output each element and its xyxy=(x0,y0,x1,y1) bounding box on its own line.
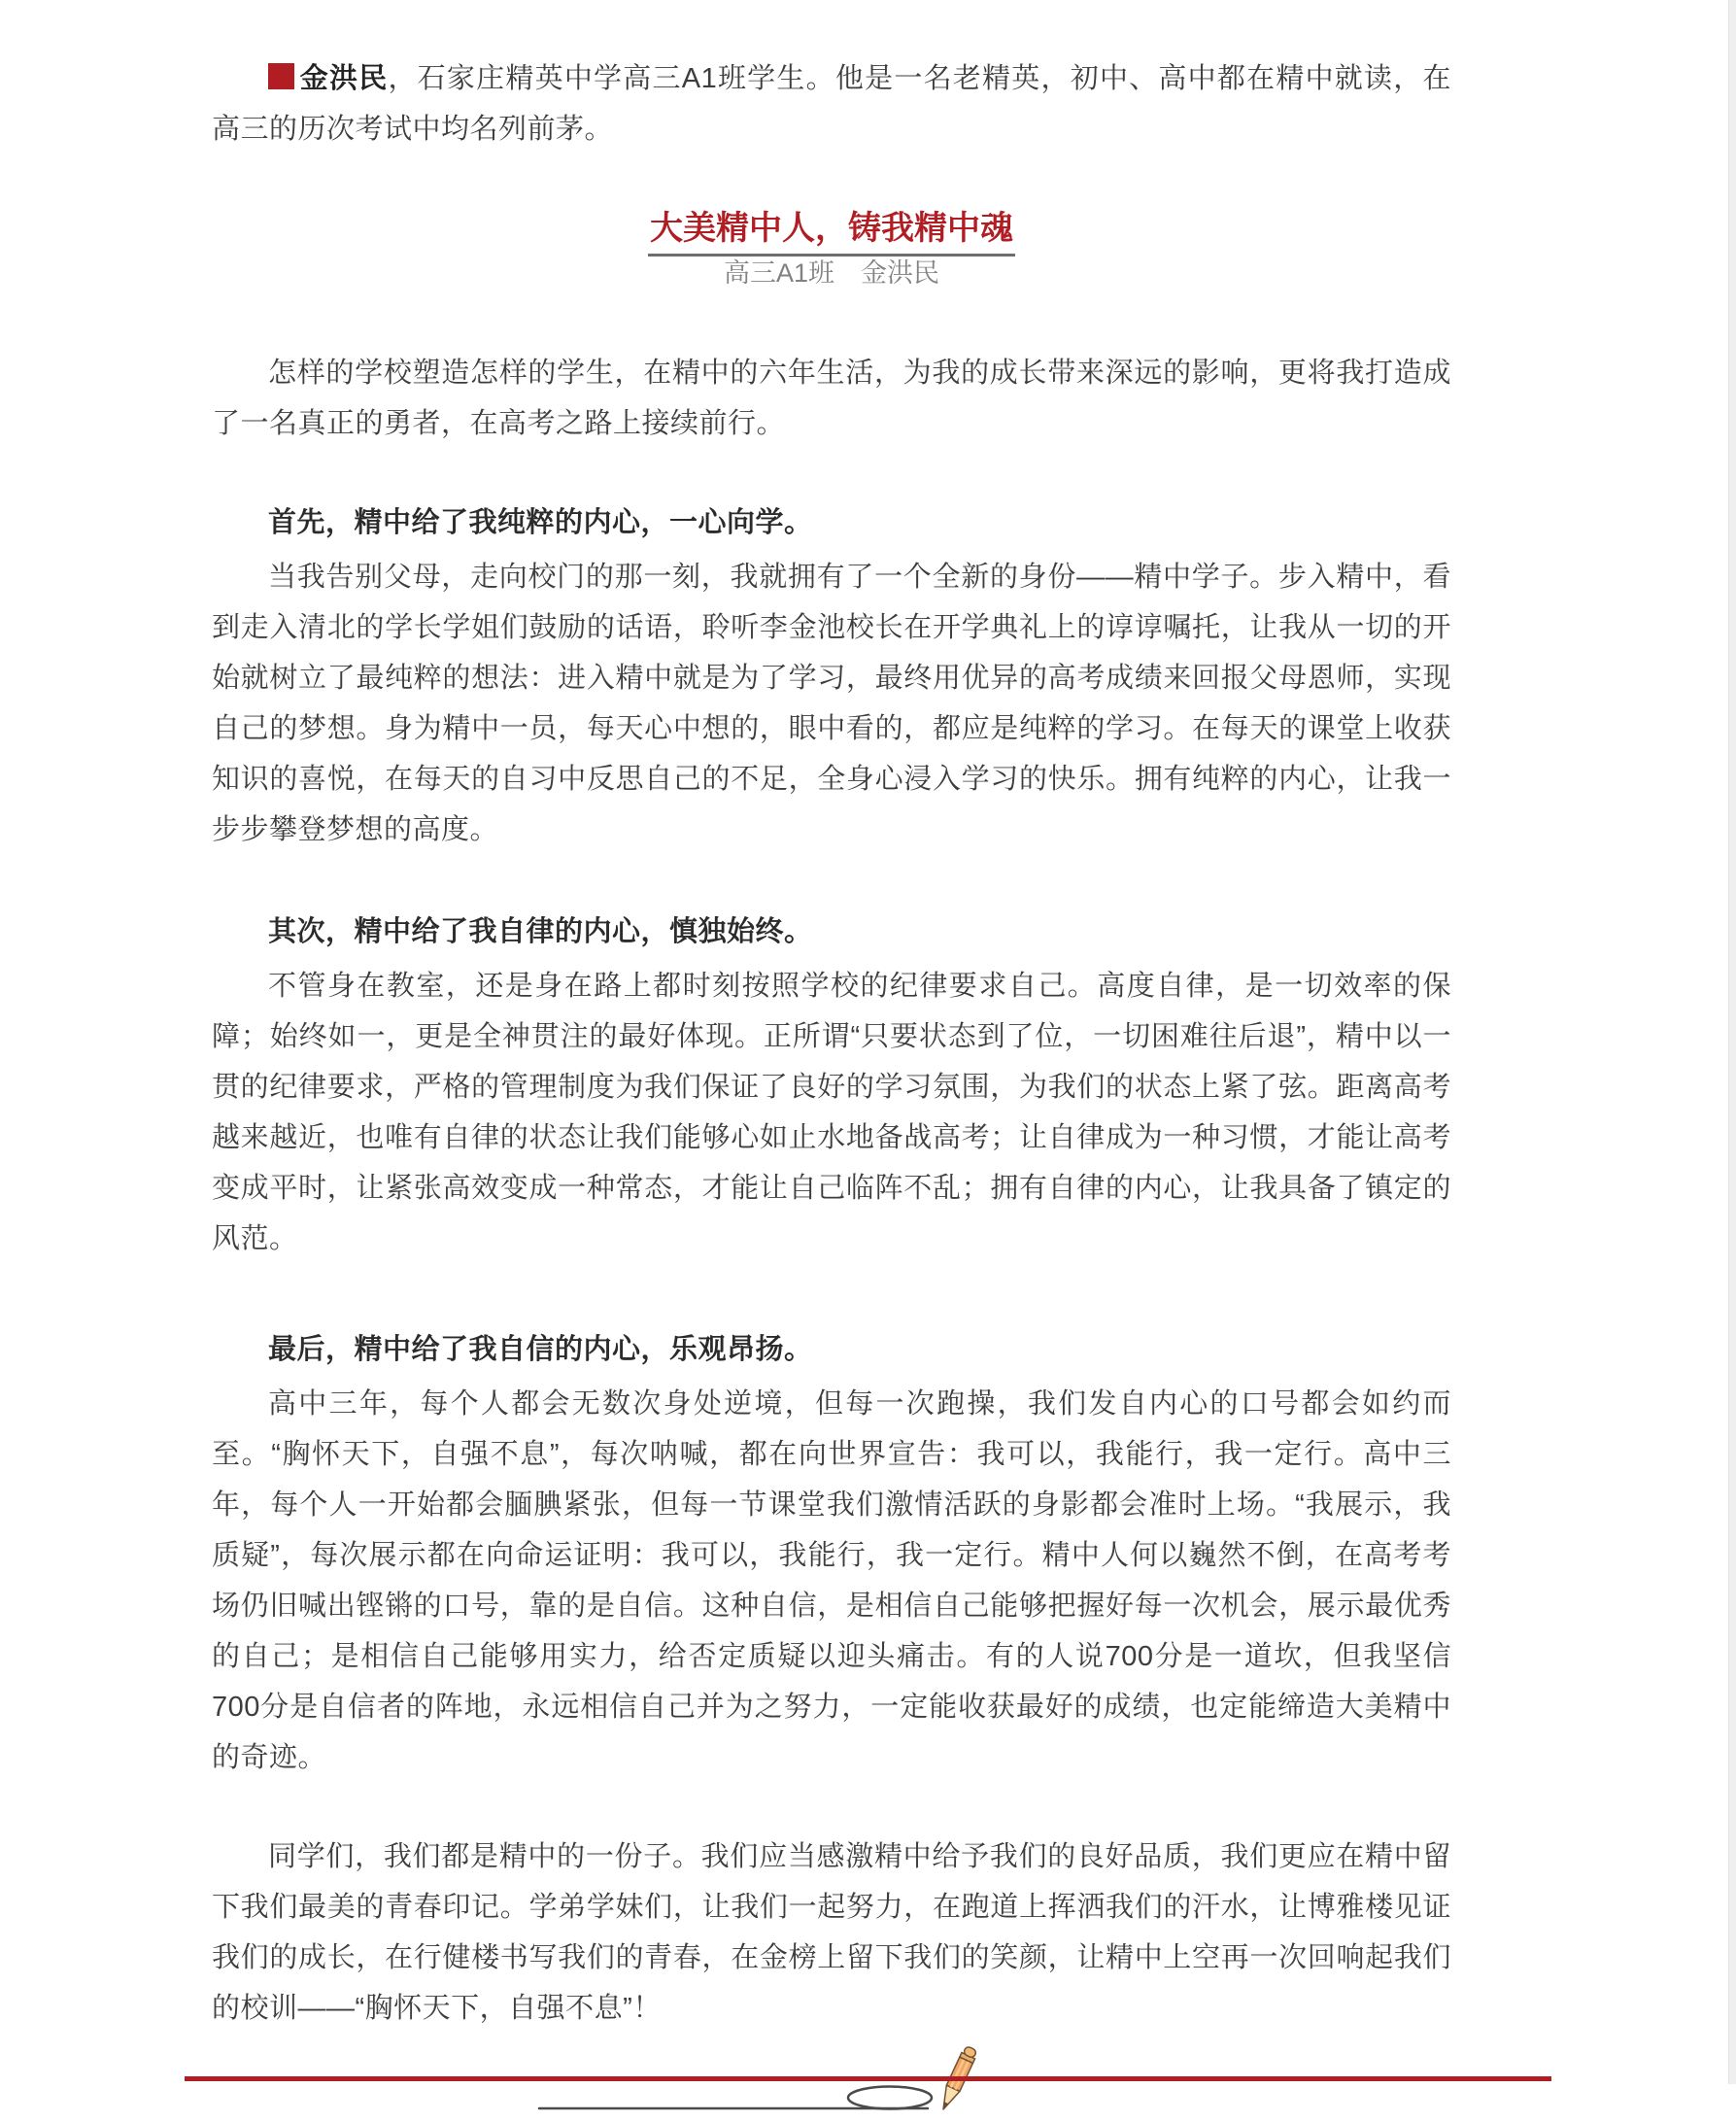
lead-paragraph: 怎样的学校塑造怎样的学生，在精中的六年生活，为我的成长带来深远的影响，更将我打造成了一名真正的勇者，在高考之路上接续前行。 xyxy=(212,358,1451,439)
section-paragraph: 不管身在教室，还是身在路上都时刻按照学校的纪律要求自己。高度自律，是一切效率的保障；始终如一，更是全神贯注的最好体现。正所谓“只要状态到了位，一切困难往后退”，精中以一贯的纪律要求，严格的管理制度为我们保证了良好的学习氛围，为我们的状态上紧了弦。距离高考越来越近，也唯有自律的状态让我们能够心如止水地备战高考；让自律成为一种习惯，才能让高考变成平时，让紧张高效变成一种常态，才能让自己临阵不乱；拥有自律的内心，让我具备了镇定的风范。 xyxy=(212,971,1451,1254)
section-confidence xyxy=(212,1324,1451,1783)
section-heading: 其次，精中给了我自律的内心，慎独始终。 xyxy=(268,916,813,947)
article-title: 大美精中人，铸我精中魂 xyxy=(648,209,1015,257)
article-body xyxy=(212,0,1451,2117)
section-paragraph: 当我告别父母，走向校门的那一刻，我就拥有了一个全新的身份——精中学子。步入精中，看到走入清北的学长学姐们鼓励的话语，聆听李金池校长在开学典礼上的谆谆嘱托，让我从一切的开始就树立了最纯粹的想法：进入精中就是为了学习，最终用优异的高考成绩来回报父母恩师，实现自己的梦想。身为精中一员，每天心中想的，眼中看的，都应是纯粹的学习。在每天的课堂上收获知识的喜悦，在每天的自习中反思自己的不足，全身心浸入学习的快乐。拥有纯粹的内心，让我一步步攀登梦想的高度。 xyxy=(212,562,1451,845)
section-paragraph: 高中三年，每个人都会无数次身处逆境，但每一次跑操，我们发自内心的口号都会如约而至。“胸怀天下，自强不息”，每次呐喊，都在向世界宣告：我可以，我能行，我一定行。高中三年，每个人一开始都会腼腆紧张，但每一节课堂我们激情活跃的身影都会准时上场。“我展示，我质疑”，每次展示都在向命运证明：我可以，我能行，我一定行。精中人何以巍然不倒，在高考考场仍旧喊出铿锵的口号，靠的是自信。这种自信，是相信自己能够把握好每一次机会，展示最优秀的自己；是相信自己能够用实力，给否定质疑以迎头痛击。有的人说700分是一道坎，但我坚信700分是自信者的阵地，永远相信自己并为之努力，一定能收获最好的成绩，也定能缔造大美精中的奇迹。 xyxy=(212,1388,1451,1773)
section-heading: 首先，精中给了我纯粹的内心，一心向学。 xyxy=(268,507,813,538)
red-square-marker xyxy=(268,63,294,89)
byline: 高三A1班 金洪民 xyxy=(723,258,940,288)
closing-paragraph: 同学们，我们都是精中的一份子。我们应当感激精中给予我们的良好品质，我们更应在精中留下我们最美的青春印记。学弟学妹们，让我们一起努力，在跑道上挥洒我们的汗水，让博雅楼见证我们的成长，在行健楼书写我们的青春，在金榜上留下我们的笑颜，让精中上空再一次回响起我们的校训——“胸怀天下，自强不息”！ xyxy=(212,1841,1451,2024)
scrollbar[interactable] xyxy=(1728,0,1736,2084)
author-name: 金洪民 xyxy=(299,63,389,94)
author-intro-paragraph xyxy=(212,53,1451,154)
section-purity xyxy=(212,497,1451,855)
section-heading: 最后，精中给了我自信的内心，乐观昂扬。 xyxy=(268,1334,813,1365)
author-description: ，石家庄精英中学高三A1班学生。他是一名老精英，初中、高中都在精中就读，在高三的历次考试中均名列前茅。 xyxy=(212,63,1451,145)
footer-rule xyxy=(185,2076,1551,2081)
section-discipline xyxy=(212,907,1451,1264)
title-block xyxy=(212,209,1451,257)
